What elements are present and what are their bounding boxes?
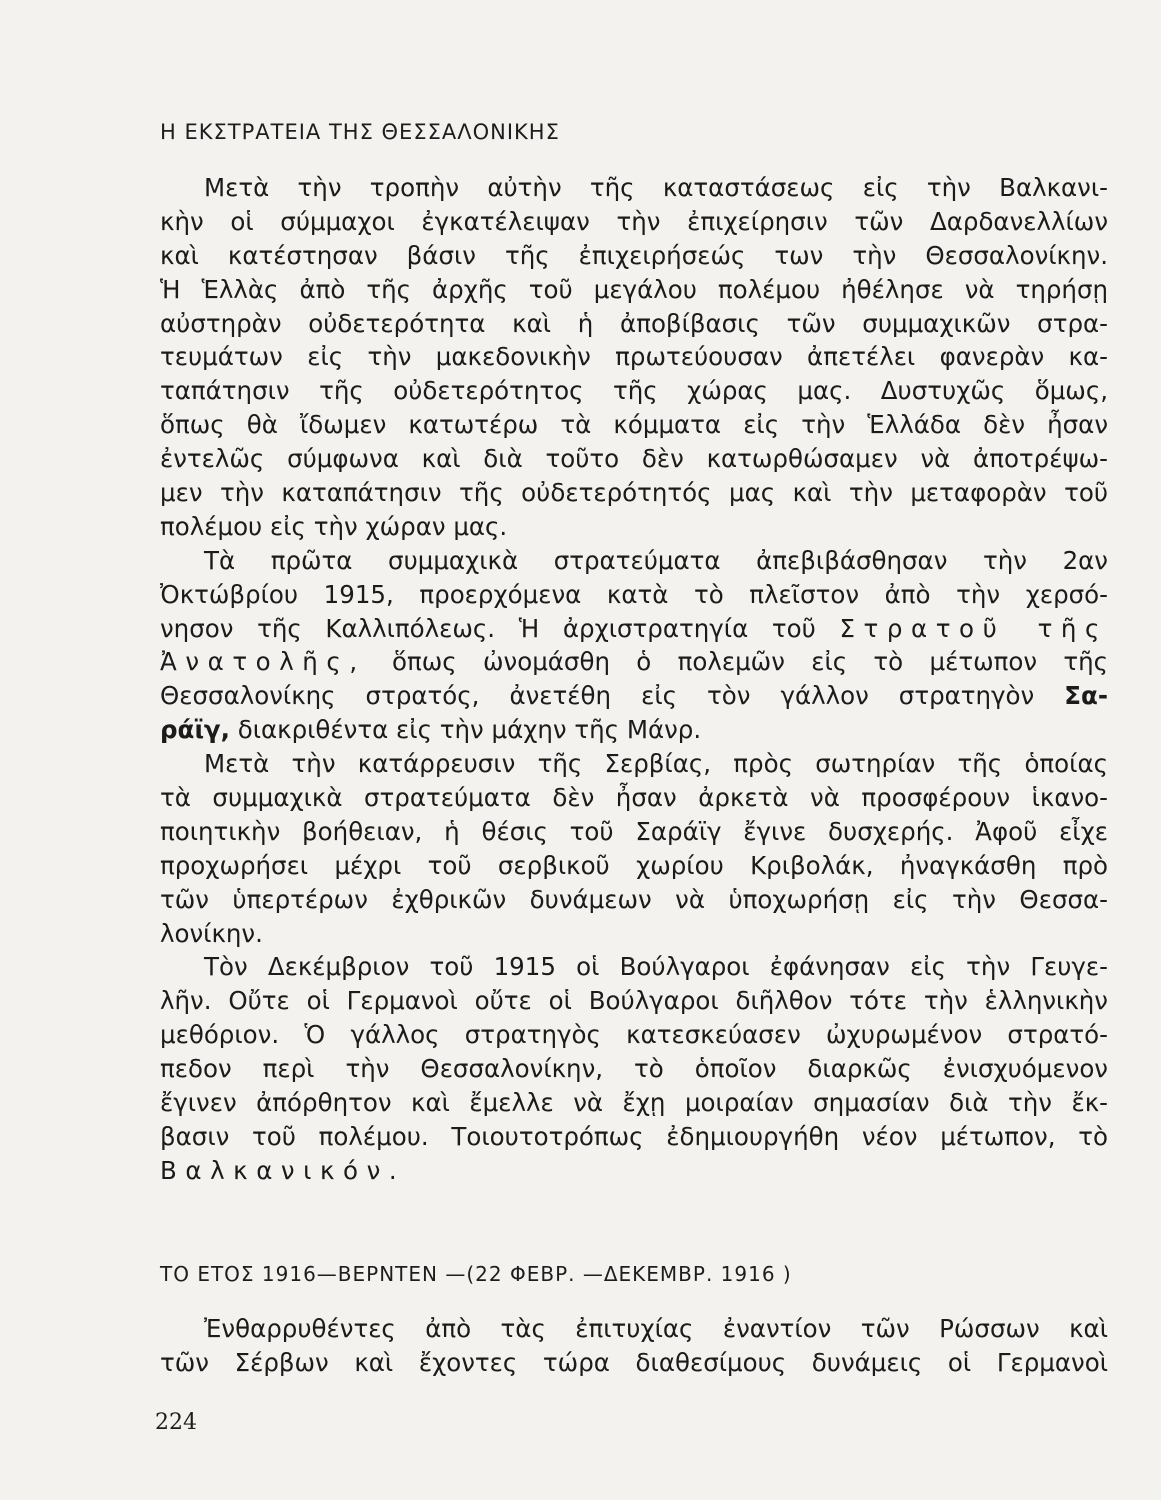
spaced-text: Στρατοῦ τῆς bbox=[839, 613, 1108, 643]
text-line: αὐστηρὰν οὐδετερότητα καὶ ἡ ἀποβίβασις τῶν συμμαχικῶν στρα- bbox=[160, 308, 1108, 338]
text-fragment: Θεσσαλονίκης στρατός, ἀνετέθη εἰς τὸν γάλλον στρατηγὸν bbox=[160, 681, 1035, 711]
body-text bbox=[160, 171, 1108, 1188]
text-line: λονίκην. bbox=[160, 918, 263, 948]
text-line: τὰ συμμαχικὰ στρατεύματα δὲν ἦσαν ἀρκετὰ νὰ προσφέρουν ἱκανο- bbox=[160, 783, 1108, 813]
text-fragment: ὅπως ὠνομάσθη ὁ πολεμῶν εἰς τὸ μέτωπον τῆς bbox=[392, 647, 1108, 677]
text-line bbox=[160, 713, 1108, 747]
text-fragment: διακριθέντα εἰς τὴν μάχην τῆς Μάνρ. bbox=[237, 715, 702, 745]
text-line: μεθόριον. Ὁ γάλλος στρατηγὸς κατεσκεύασεν ὠχυρωμένον στρατό- bbox=[160, 1020, 1108, 1050]
text-line: βασιν τοῦ πολέμου. Τοιουτοτρόπως ἐδημιουργήθη νέον μέτωπον, τὸ bbox=[160, 1121, 1108, 1151]
text-line: ταπάτησιν τῆς οὐδετερότητος τῆς χώρας μας. Δυστυχῶς ὅμως, bbox=[160, 376, 1108, 406]
text-line: Τὸν Δεκέμβριον τοῦ 1915 οἱ Βούλγαροι ἐφάνησαν εἰς τὴν Γευγε- bbox=[204, 952, 1108, 982]
text-line: ὅπως θὰ ἴδωμεν κατωτέρω τὰ κόμματα εἰς τὴν Ἑλλάδα δὲν ἦσαν bbox=[160, 410, 1108, 440]
text-line: τῶν Σέρβων καὶ ἔχοντες τώρα διαθεσίμους δυνάμεις οἱ Γερμανοὶ bbox=[160, 1347, 1108, 1377]
page-number: 224 bbox=[155, 1410, 197, 1435]
text-line: Ὀκτώβρίου 1915, προερχόμενα κατὰ τὸ πλεῖστον ἀπὸ τὴν χερσό- bbox=[160, 579, 1108, 609]
text-line: ἔγινεν ἀπόρθητον καὶ ἔμελλε νὰ ἔχῃ μοιραίαν σημασίαν διὰ τὴν ἔκ- bbox=[160, 1088, 1108, 1118]
text-fragment: νησον τῆς Καλλιπόλεως. Ἡ ἀρχιστρατηγία τοῦ bbox=[160, 613, 816, 643]
text-line: τευμάτων εἰς τὴν μακεδονικὴν πρωτεύουσαν ἀπετέλει φανερὰν κα- bbox=[160, 342, 1108, 372]
text-line: καὶ κατέστησαν βάσιν τῆς ἐπιχειρήσεώς των τὴν Θεσσαλονίκην. bbox=[160, 240, 1108, 270]
text-line: Ἡ Ἑλλὰς ἀπὸ τῆς ἀρχῆς τοῦ μεγάλου πολέμου ἠθέλησε νὰ τηρήσῃ bbox=[160, 274, 1108, 304]
text-line: πολέμου εἰς τὴν χώραν μας. bbox=[160, 511, 508, 541]
bold-name: ράϊγ, bbox=[160, 715, 230, 745]
text-line: Τὰ πρῶτα συμμαχικὰ στρατεύματα ἀπεβιβάσθησαν τὴν 2αν bbox=[204, 545, 1108, 575]
text-line: κὴν οἱ σύμμαχοι ἐγκατέλειψαν τὴν ἐπιχείρησιν τῶν Δαρδανελλίων bbox=[160, 206, 1108, 236]
text-line: Ἐνθαρρυθέντες ἀπὸ τὰς ἐπιτυχίας ἐναντίον τῶν Ρώσσων καὶ bbox=[204, 1314, 1108, 1343]
text-line: μεν τὴν καταπάτησιν τῆς οὐδετερότητός μας καὶ τὴν μεταφορὰν τοῦ bbox=[160, 478, 1108, 508]
text-line: προχωρήσει μέχρι τοῦ σερβικοῦ χωρίου Κριβολάκ, ἠναγκάσθη πρὸ bbox=[160, 850, 1108, 880]
body-text bbox=[160, 1312, 1108, 1380]
text-line bbox=[160, 679, 1108, 713]
section-heading: Η ΕΚΣΤΡΑΤΕΙΑ ΤΗΣ ΘΕΣΣΑΛΟΝΙΚΗΣ bbox=[160, 120, 560, 144]
spaced-text: Ἀνατολῆς, bbox=[160, 647, 366, 677]
text-line: τῶν ὑπερτέρων ἐχθρικῶν δυνάμεων νὰ ὑποχωρήσῃ εἰς τὴν Θεσσα- bbox=[160, 884, 1108, 914]
text-line bbox=[160, 612, 1108, 646]
text-line: λῆν. Οὔτε οἱ Γερμανοὶ οὔτε οἱ Βούλγαροι διῆλθον τότε τὴν ἑλληνικὴν bbox=[160, 986, 1108, 1016]
bold-name: Σα- bbox=[1064, 681, 1108, 711]
section-heading: ΤΟ ΕΤΟΣ 1916—ΒΕΡΝΤΕΝ —(22 ΦΕΒΡ. —ΔΕΚΕΜΒΡ. 1916 ) bbox=[160, 1262, 792, 1286]
text-line: ποιητικὴν βοήθειαν, ἡ θέσις τοῦ Σαράϊγ ἔγινε δυσχερής. Ἀφοῦ εἶχε bbox=[160, 816, 1108, 846]
text-line: Μετὰ τὴν κατάρρευσιν τῆς Σερβίας, πρὸς σωτηρίαν τῆς ὁποίας bbox=[204, 749, 1108, 779]
text-line: ἐντελῶς σύμφωνα καὶ διὰ τοῦτο δὲν κατωρθώσαμεν νὰ ἀποτρέψω- bbox=[160, 444, 1108, 474]
text-line bbox=[160, 1154, 1108, 1188]
text-line: Μετὰ τὴν τροπὴν αὐτὴν τῆς καταστάσεως εἰς τὴν Βαλκανι- bbox=[204, 173, 1108, 202]
text-line bbox=[160, 645, 1108, 679]
text-line: πεδον περὶ τὴν Θεσσαλονίκην, τὸ ὁποῖον διαρκῶς ἐνισχυόμενον bbox=[160, 1054, 1108, 1084]
spaced-text: Βαλκανικόν. bbox=[160, 1155, 406, 1185]
